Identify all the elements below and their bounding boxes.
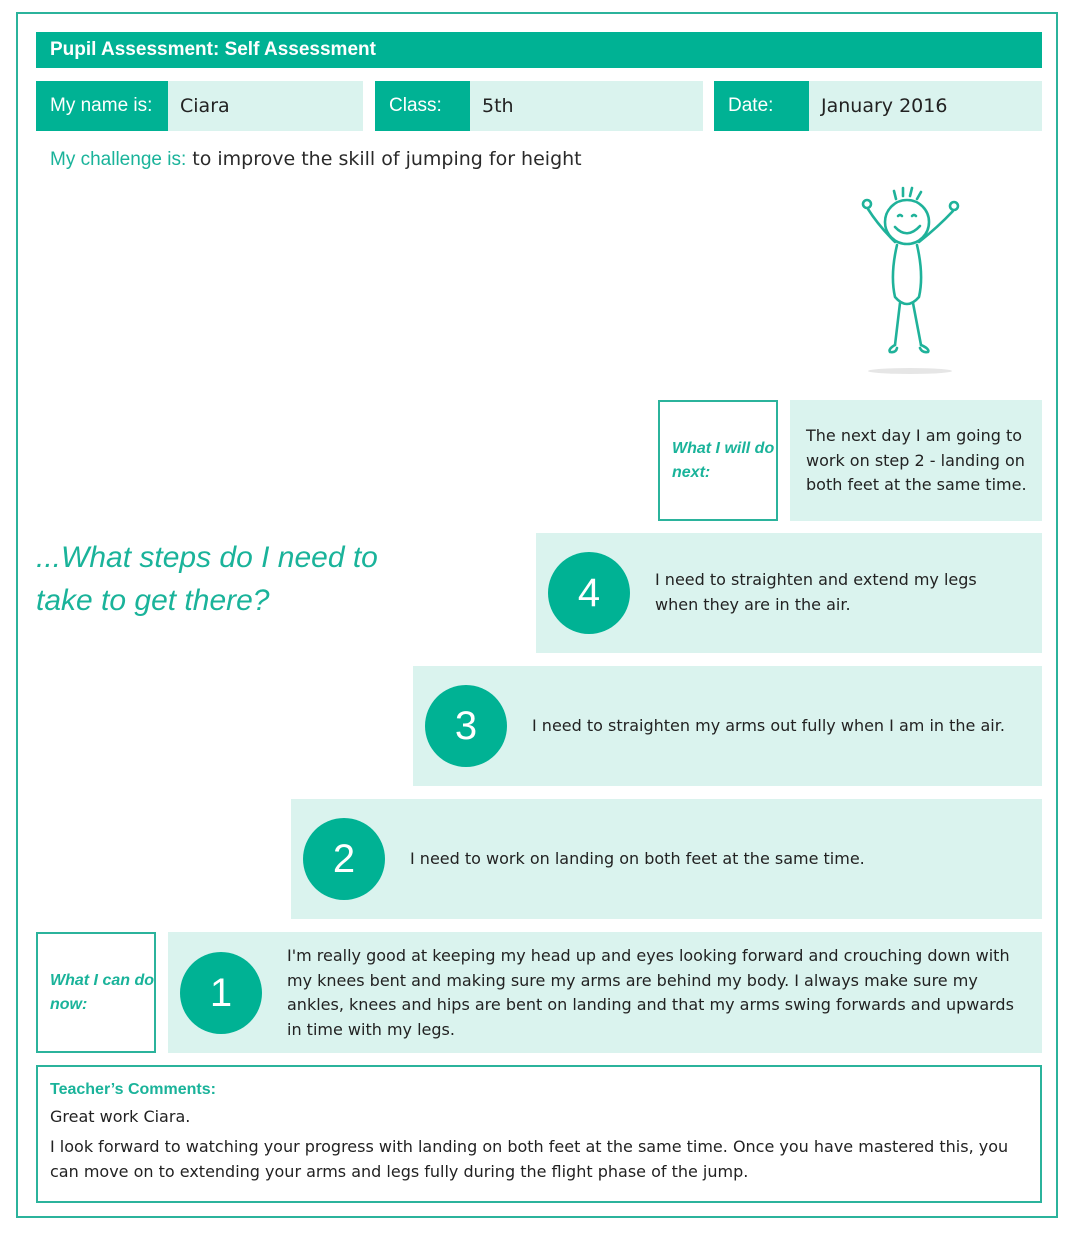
step-4-number: 4 (548, 552, 630, 634)
step-1-number: 1 (180, 952, 262, 1034)
steps-question: ...What steps do I need to take to get there? (36, 541, 378, 617)
date-label: Date: (714, 81, 809, 131)
step-2-number: 2 (303, 818, 385, 900)
step-1-text: I'm really good at keeping my head up and eyes looking forward and crouching down with my knees bent and making sure my arms are behind my body. I always make sure my ankles, knees and hips are bent on landing and that my arms swing forwards and upwards in time with my legs. (287, 946, 1014, 1039)
class-label: Class: (375, 81, 470, 131)
next-text: The next day I am going to work on step 2 - landing on both feet at the same time. (806, 426, 1027, 494)
class-field[interactable]: 5th (470, 81, 703, 131)
step-3-text: I need to straighten my arms out fully when I am in the air. (532, 716, 1005, 735)
challenge-line (50, 148, 582, 171)
now-label: What I can do now: (50, 971, 154, 1013)
stick-figure-cheering-icon (850, 185, 970, 380)
next-label: What I will do next: (672, 439, 775, 481)
name-field[interactable]: Ciara (168, 81, 363, 131)
comments-heading: Teacher’s Comments: (50, 1081, 216, 1098)
challenge-text: to improve the skill of jumping for height (192, 148, 582, 170)
challenge-label: My challenge is: (50, 149, 187, 170)
next-label-box (658, 400, 778, 521)
teacher-comments (36, 1065, 1042, 1203)
now-label-box (36, 932, 156, 1053)
step-3-number: 3 (425, 685, 507, 767)
date-field[interactable]: January 2016 (809, 81, 1042, 131)
name-label: My name is: (36, 81, 168, 131)
comments-line-2: I look forward to watching your progress with landing on both feet at the same time. Once you have mastered this, you can move on to extending your arms and legs fully during the flight phase of the jump. (50, 1137, 1009, 1181)
step-4-text: I need to straighten and extend my legs when they are in the air. (655, 570, 977, 614)
step-2-text: I need to work on landing on both feet at the same time. (410, 849, 865, 868)
comments-line-1: Great work Ciara. (50, 1107, 191, 1126)
page-title: Pupil Assessment: Self Assessment (36, 32, 1042, 68)
